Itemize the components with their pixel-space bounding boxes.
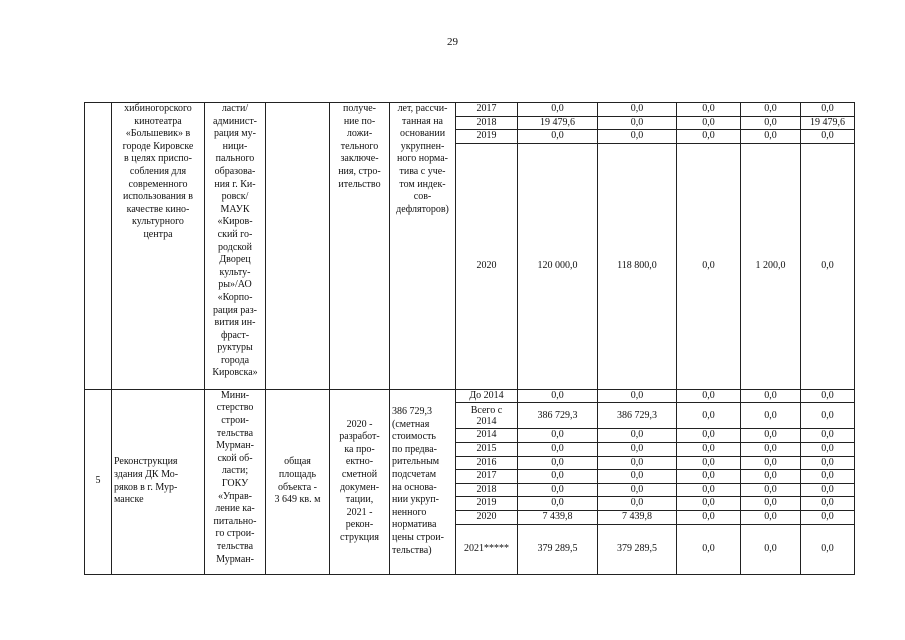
year-cell: Всего с 2014 <box>456 403 518 429</box>
stage-cell: получе- ние по- ложи- тельного заключе- ния, стро- ительство <box>330 103 390 390</box>
local-cell: 0,0 <box>741 103 801 117</box>
other-cell: 0,0 <box>801 429 855 443</box>
federal-cell: 0,0 <box>598 389 677 403</box>
total-cell: 0,0 <box>518 429 598 443</box>
local-cell: 0,0 <box>741 389 801 403</box>
total-cell: 0,0 <box>518 130 598 144</box>
total-cell: 19 479,6 <box>518 116 598 130</box>
regional-cell: 0,0 <box>677 103 741 117</box>
other-cell: 0,0 <box>801 510 855 524</box>
year-cell: 2015 <box>456 442 518 456</box>
federal-cell: 0,0 <box>598 470 677 484</box>
regional-cell: 0,0 <box>677 456 741 470</box>
local-cell: 0,0 <box>741 524 801 574</box>
federal-cell: 0,0 <box>598 130 677 144</box>
federal-cell: 0,0 <box>598 116 677 130</box>
local-cell: 0,0 <box>741 429 801 443</box>
other-cell: 0,0 <box>801 470 855 484</box>
other-cell: 0,0 <box>801 483 855 497</box>
local-cell: 0,0 <box>741 510 801 524</box>
year-cell: 2019 <box>456 130 518 144</box>
year-cell: 2020 <box>456 143 518 389</box>
total-cell: 0,0 <box>518 456 598 470</box>
local-cell: 0,0 <box>741 456 801 470</box>
year-cell: 2016 <box>456 456 518 470</box>
year-cell: 2019 <box>456 497 518 511</box>
year-cell: До 2014 <box>456 389 518 403</box>
program-table <box>84 102 855 575</box>
cost-cell: лет, рассчи- танная на основании укрупнен- ного норма- тива с уче- том индек- сов- дефляторов) <box>390 103 456 390</box>
federal-cell: 7 439,8 <box>598 510 677 524</box>
total-cell: 0,0 <box>518 103 598 117</box>
row-number-cell: 5 <box>85 389 112 574</box>
total-cell: 0,0 <box>518 470 598 484</box>
year-cell: 2018 <box>456 483 518 497</box>
regional-cell: 0,0 <box>677 497 741 511</box>
other-cell: 0,0 <box>801 143 855 389</box>
table-row <box>85 103 855 117</box>
local-cell: 0,0 <box>741 403 801 429</box>
regional-cell: 0,0 <box>677 470 741 484</box>
other-cell: 0,0 <box>801 130 855 144</box>
year-cell: 2018 <box>456 116 518 130</box>
total-cell: 0,0 <box>518 497 598 511</box>
total-cell: 386 729,3 <box>518 403 598 429</box>
federal-cell: 0,0 <box>598 103 677 117</box>
regional-cell: 0,0 <box>677 442 741 456</box>
local-cell: 1 200,0 <box>741 143 801 389</box>
local-cell: 0,0 <box>741 497 801 511</box>
regional-cell: 0,0 <box>677 524 741 574</box>
federal-cell: 0,0 <box>598 442 677 456</box>
federal-cell: 0,0 <box>598 456 677 470</box>
total-cell: 0,0 <box>518 389 598 403</box>
capacity-cell <box>266 103 330 390</box>
total-cell: 7 439,8 <box>518 510 598 524</box>
regional-cell: 0,0 <box>677 403 741 429</box>
federal-cell: 0,0 <box>598 429 677 443</box>
other-cell: 0,0 <box>801 389 855 403</box>
regional-cell: 0,0 <box>677 510 741 524</box>
year-cell: 2017 <box>456 470 518 484</box>
other-cell: 0,0 <box>801 403 855 429</box>
year-cell: 2020 <box>456 510 518 524</box>
cost-cell: 386 729,3 (сметная стоимость по предва- рительным подсчетам на основа- нии укруп- ненного норматива цены строи- тельства) <box>390 389 456 574</box>
capacity-cell: общая площадь объекта - 3 649 кв. м <box>266 389 330 574</box>
total-cell: 0,0 <box>518 483 598 497</box>
year-cell: 2017 <box>456 103 518 117</box>
other-cell: 0,0 <box>801 103 855 117</box>
other-cell: 0,0 <box>801 497 855 511</box>
other-cell: 0,0 <box>801 524 855 574</box>
other-cell: 19 479,6 <box>801 116 855 130</box>
regional-cell: 0,0 <box>677 483 741 497</box>
federal-cell: 379 289,5 <box>598 524 677 574</box>
stage-cell: 2020 - разработ- ка про- ектно- сметной докумен- тации, 2021 - рекон- струкция <box>330 389 390 574</box>
total-cell: 0,0 <box>518 442 598 456</box>
row-number-cell <box>85 103 112 390</box>
local-cell: 0,0 <box>741 130 801 144</box>
other-cell: 0,0 <box>801 442 855 456</box>
regional-cell: 0,0 <box>677 130 741 144</box>
executor-cell: ласти/ админист- рация му- ници- пального образова- ния г. Ки- ровск/ МАУК «Киров- ский го- родской Дворец культу- ры»/АО «Корпо- рация раз- вития ин- фраст- руктуры города Кировска» <box>205 103 266 390</box>
page-number: 29 <box>447 36 458 48</box>
local-cell: 0,0 <box>741 483 801 497</box>
local-cell: 0,0 <box>741 470 801 484</box>
object-name-cell: Реконструкция здания ДК Мо- ряков в г. Мур- манске <box>112 389 205 574</box>
federal-cell: 0,0 <box>598 497 677 511</box>
total-cell: 120 000,0 <box>518 143 598 389</box>
local-cell: 0,0 <box>741 442 801 456</box>
federal-cell: 0,0 <box>598 483 677 497</box>
regional-cell: 0,0 <box>677 143 741 389</box>
regional-cell: 0,0 <box>677 389 741 403</box>
object-name-cell: хибиногорского кинотеатра «Большевик» в городе Кировске в целях приспо- собления для современного использования в качестве кино- культурного центра <box>112 103 205 390</box>
total-cell: 379 289,5 <box>518 524 598 574</box>
regional-cell: 0,0 <box>677 116 741 130</box>
executor-cell: Мини- стерство строи- тельства Мурман- ской об- ласти; ГОКУ «Управ- ление ка- питально- го строи- тельства Мурман- <box>205 389 266 574</box>
federal-cell: 118 800,0 <box>598 143 677 389</box>
year-cell: 2014 <box>456 429 518 443</box>
table-row <box>85 389 855 403</box>
local-cell: 0,0 <box>741 116 801 130</box>
other-cell: 0,0 <box>801 456 855 470</box>
regional-cell: 0,0 <box>677 429 741 443</box>
federal-cell: 386 729,3 <box>598 403 677 429</box>
year-cell: 2021***** <box>456 524 518 574</box>
